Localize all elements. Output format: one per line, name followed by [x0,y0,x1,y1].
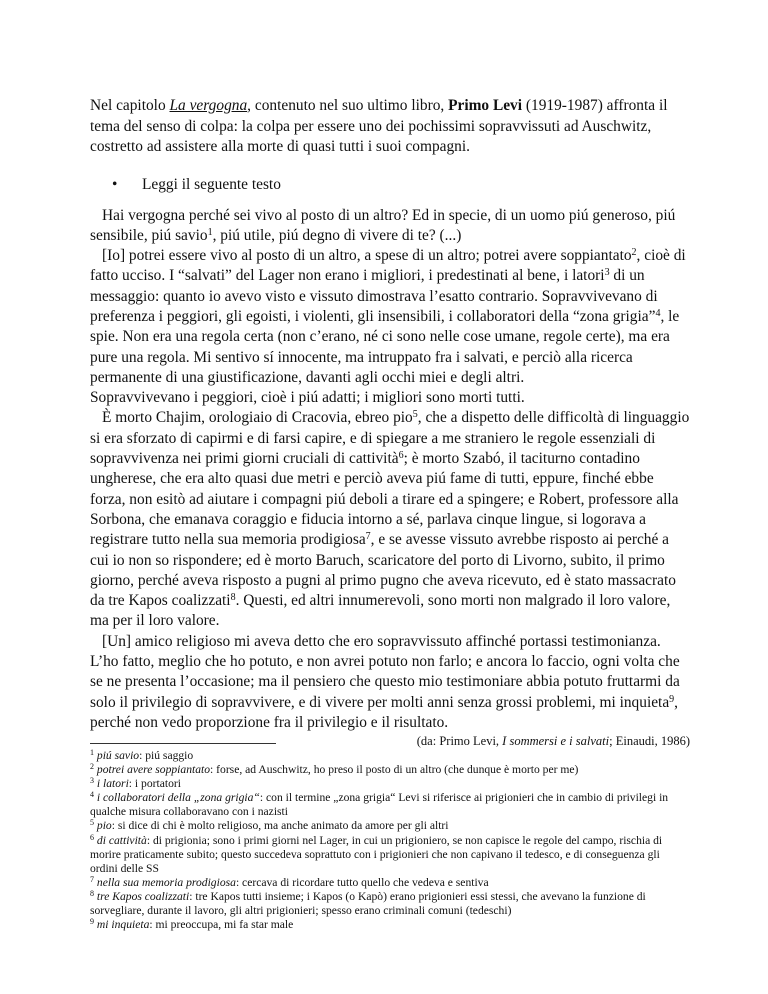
footnote: $^3$ i latori: i portatori [90,776,181,791]
bullet-icon: • [112,175,118,193]
excerpt-paragraph: Hai vergogna perché sei vivo al posto di un altro? Ed in specie, di un uomo piú generoso, piú sensibile, piú savio$^1$, piú utile, piú degno di vivere di te? (...) [90,206,676,244]
excerpt-paragraph: [Io] potrei essere vivo al posto di un altro, a spese di un altro; potrei avere soppiantato$^2$, cioè di fatto ucciso. I “salvati” del Lager non erano i migliori, i predestinati al bene, i latori$^3$ di un messaggio: quanto io avevo visto e vissuto dimostrava l’esatto contrario. Sopravvivevano di preferenza i peggiori, gli egoisti, i violenti, gli insensibili, i collaboratori della “zona grigia”$^4$, le spie. Non era una regola certa (non c’erano, né ci sono nelle cose umane, regole certe), ma era pure una regola. Mi sentivo sí innocente, ma intruppato fra i salvati, e perciò alla ricerca permanente di una giustificazione, davanti agli occhi miei e degli altri. [90,247,686,386]
excerpt-paragraph: [Un] amico religioso mi aveva detto che ero sopravvissuto affinché portassi testimonianza. L’ho fatto, meglio che ho potuto, e non avrei potuto non farlo; e ancora lo faccio, ogni volta che se ne presenta l’occasione; ma il pensiero che questo mio testimoniare abbia potuto fruttarmi da solo il privilegio di sopravvivere, e di vivere per molti anni senza grossi problemi, mi inquieta$^9$, perché non vedo proporzione fra il privilegio e il risultato. [90,632,680,731]
author-name: Primo Levi [448,97,523,114]
intro-paragraph [90,96,690,158]
footnote-ref: 9 [669,693,675,705]
footnote-divider [90,743,276,744]
footnote-ref: 8 [230,592,236,604]
document-body [90,96,690,762]
footnote: $^1$ piú savio: piú saggio [90,748,194,762]
footnote: $^6$ di cattività: di prigionia; sono i primi giorni nel Lager, in cui un prigioniero, se non capisce le regole del campo, rischia di morire praticamente subito; questo succedeva soprattuto con i prigionieri che non capivano il tedesco, e di conseguenza gli ordini delle SS [90,832,663,875]
intro-text: Nel capitolo [90,97,170,114]
chapter-title: La vergogna [169,97,248,114]
footnote-ref: 5 [412,409,418,421]
intro-text: (1919-1987) affronta il tema del senso di colpa: la colpa per essere uno dei pochissimi sopravvissuti ad Auschwitz, costretto ad assistere alla morte di quasi tutti i suoi compagni. [90,97,668,155]
footnote-ref: 1 [207,226,213,238]
footnote: $^2$ potrei avere soppiantato: forse, ad Auschwitz, ho preso il posto di un altro (che dunque è morto per me) [90,762,579,777]
source-citation: (da: Primo Levi, I sommersi e i salvati; Einaudi, 1986) [416,734,690,749]
footnote-ref: 6 [398,450,404,462]
footnote: $^7$ nella sua memoria prodigiosa: cercava di ricordare tutto quello che vedeva e sentiva [90,874,489,889]
footnote-ref: 4 [655,307,661,319]
footnote: $^9$ mi inquieta: mi preoccupa, mi fa star male [90,917,294,932]
footnotes [90,749,690,932]
footnote-ref: 3 [604,267,610,279]
intro-text: , contenuto nel suo ultimo libro, [247,97,449,114]
excerpt-paragraph: È morto Chajim, orologiaio di Cracovia, ebreo pio$^5$, che a dispetto delle difficoltà di linguaggio si era sforzato di capirmi e di farsi capire, e di spiegare a me straniero le regole essenziali di sopravvivenza nei primi giorni cruciali di cattività$^6$; è morto Szabó, il taciturno contadino ungherese, che era alto quasi due metri e perciò aveva piú fame di tutti, eppure, finché ebbe forza, non esitò ad aiutare i compagni piú deboli a tirare ed a spingere; e Robert, professore alla Sorbona, che emanava coraggio e fiducia intorno a sé, parlava cinque lingue, si logorava a registrare tutto nella sua memoria prodigiosa$^7$, e se avesse vissuto avrebbe risposto ai perché a cui io non so rispondere; ed è morto Baruch, scaricatore del porto di Livorno, subito, il primo giorno, perché aveva risposto a pugni al primo pugno che aveva ricevuto, ed è stato massacrato da tre Kapos coalizzati$^8$. Questi, ed altri innumerevoli, sono morti non malgrado il loro valore, ma per il loro valore. [90,409,690,630]
footnote: $^5$ pio: si dice di chi è molto religioso, ma anche animato da amore per gli altri [90,818,449,833]
footnote: $^8$ tre Kapos coalizzati: tre Kapos tutti insieme; i Kapos (o Kapò) erano prigionieri essi stessi, che avevano la funzione di sorvegliare, durante il lavoro, gli altri prigionieri; spesso erano criminali comuni (tedeschi) [90,888,646,918]
footnote-ref: 2 [631,247,637,259]
excerpt-paragraph: Sopravvivevano i peggiori, cioè i piú adatti; i migliori sono morti tutti. [90,389,525,407]
excerpt-text [90,206,690,734]
footnote-ref: 7 [365,531,371,543]
footnote: $^4$ i collaboratori della „zona grigia“: con il termine „zona grigia“ Levi si riferisce ai prigionieri che in cambio di privilegi in qualche misura collaboravano con i nazisti [90,790,669,819]
instruction-item [90,175,690,195]
book-title: I sommersi e i salvati [502,734,610,749]
instruction-label: Leggi il seguente testo [142,175,281,193]
